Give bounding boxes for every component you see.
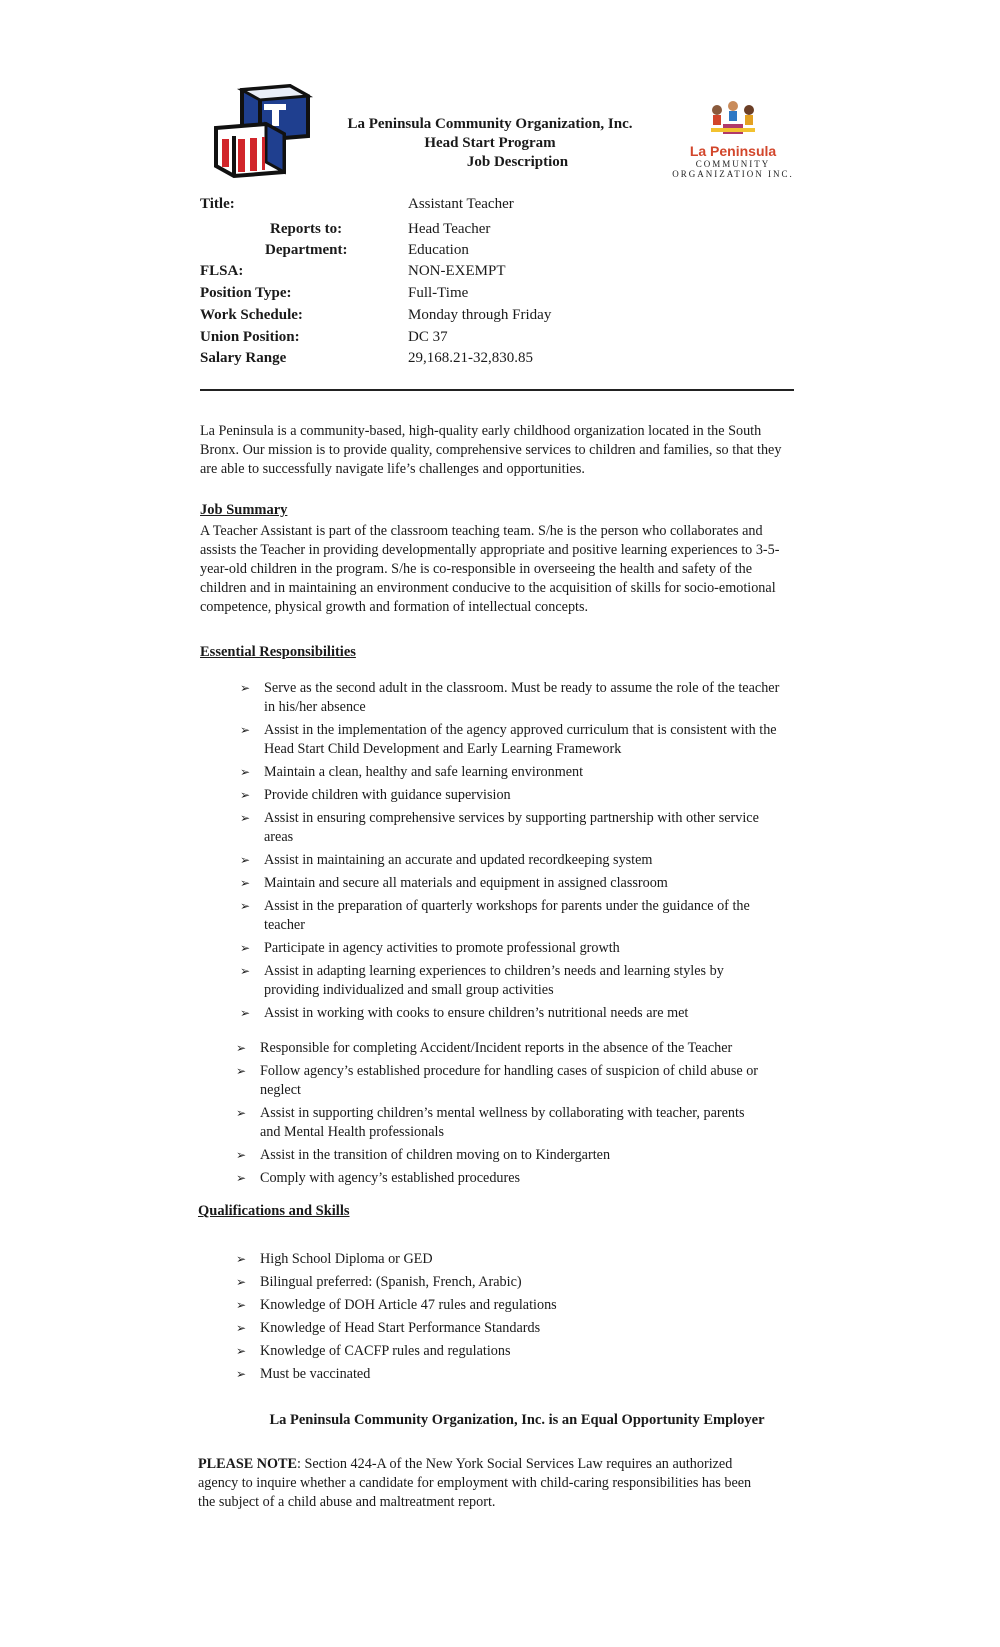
note-label: PLEASE NOTE: [198, 1456, 297, 1472]
responsibilities-list-a: [240, 679, 780, 1027]
list-item: ➢ Knowledge of Head Start Performance Standards: [236, 1320, 541, 1336]
job-summary-text: A Teacher Assistant is part of the classroom teaching team. S/he is the person who collaborates and assists the Teacher in providing developmentally appropriate and positive learning experiences to 3-5-year-old children in the program. S/he is co-responsible in overseeing the health and safety of the children and in maintaining an environment conducive to the acquisition of skills for socio-emotional competence, physical growth and formation of intellectual concepts.: [200, 523, 780, 615]
brand-line-2: ORGANIZATION INC.: [672, 169, 794, 179]
info-row-reports-to: [200, 221, 800, 241]
flsa-value: NON-EXEMPT: [408, 263, 506, 279]
arrow-bullet-icon: ➢: [240, 765, 251, 779]
title-value: Assistant Teacher: [408, 196, 514, 212]
equal-opportunity-statement: La Peninsula Community Organization, Inc. is an Equal Opportunity Employer: [269, 1412, 765, 1428]
arrow-bullet-icon: ➢: [240, 681, 251, 695]
job-summary-heading: Job Summary: [200, 502, 288, 518]
list-item: ➢ Assist in the transition of children moving on to Kindergarten: [236, 1147, 611, 1163]
list-item: ➢ Knowledge of DOH Article 47 rules and regulations: [236, 1297, 557, 1313]
please-note: [198, 1455, 758, 1512]
flsa-label: FLSA:: [200, 263, 244, 279]
document-header: [330, 115, 650, 172]
reports-to-value: Head Teacher: [408, 221, 491, 237]
qualifications-heading: Qualifications and Skills: [198, 1203, 350, 1219]
position-type-label: Position Type:: [200, 285, 292, 301]
list-item: ➢ Assist in working with cooks to ensure children’s nutritional needs are met: [240, 1005, 689, 1021]
arrow-bullet-icon: ➢: [236, 1298, 247, 1312]
title-label: Title:: [200, 196, 235, 212]
arrow-bullet-icon: ➢: [236, 1148, 247, 1162]
qualifications-list: [236, 1250, 760, 1388]
list-item: ➢ Must be vaccinated: [236, 1366, 371, 1382]
arrow-bullet-icon: ➢: [236, 1367, 247, 1381]
list-item: ➢ Assist in adapting learning experiences to children’s needs and learning styles by providing individualized and small group activities: [240, 963, 724, 998]
arrow-bullet-icon: ➢: [240, 723, 251, 737]
arrow-bullet-icon: ➢: [240, 876, 251, 890]
department-label: Department:: [265, 242, 348, 258]
arrow-bullet-icon: ➢: [240, 899, 251, 913]
info-row-department: [200, 242, 800, 262]
union-position-value: DC 37: [408, 329, 448, 345]
info-row-work-schedule: [200, 307, 800, 327]
list-item: ➢ Follow agency’s established procedure for handling cases of suspicion of child abuse or neglect: [236, 1063, 759, 1098]
list-item: ➢ Knowledge of CACFP rules and regulations: [236, 1343, 511, 1359]
list-item: ➢ Bilingual preferred: (Spanish, French, Arabic): [236, 1274, 522, 1290]
list-item: ➢ Assist in the implementation of the agency approved curriculum that is consistent with the Head Start Child Development and Early Learning Framework: [240, 722, 777, 757]
responsibilities-list-b: [236, 1039, 760, 1192]
arrow-bullet-icon: ➢: [236, 1064, 247, 1078]
info-row-salary-range: [200, 350, 800, 370]
list-item: ➢ Assist in the preparation of quarterly workshops for parents under the guidance of the teacher: [240, 898, 750, 933]
list-item: ➢ High School Diploma or GED: [236, 1251, 433, 1267]
arrow-bullet-icon: ➢: [236, 1171, 247, 1185]
arrow-bullet-icon: ➢: [236, 1344, 247, 1358]
list-item: ➢ Participate in agency activities to promote professional growth: [240, 940, 620, 956]
position-type-value: Full-Time: [408, 285, 469, 301]
info-row-position-type: [200, 285, 800, 305]
arrow-bullet-icon: ➢: [240, 853, 251, 867]
arrow-bullet-icon: ➢: [240, 788, 251, 802]
arrow-bullet-icon: ➢: [236, 1252, 247, 1266]
intro-paragraph: La Peninsula is a community-based, high-quality early childhood organization located in the South Bronx. Our mission is to provide quality, comprehensive services to children and families, so that they are able to successfully navigate life’s challenges and opportunities.: [200, 423, 782, 477]
list-item: ➢ Responsible for completing Accident/Incident reports in the absence of the Teacher: [236, 1040, 733, 1056]
list-item: ➢ Maintain a clean, healthy and safe learning environment: [240, 764, 584, 780]
list-item: ➢ Serve as the second adult in the classroom. Must be ready to assume the role of the teacher in his/her absence: [240, 680, 780, 715]
arrow-bullet-icon: ➢: [240, 811, 251, 825]
list-item: ➢ Assist in ensuring comprehensive services by supporting partnership with other service areas: [240, 810, 759, 845]
work-schedule-value: Monday through Friday: [408, 307, 552, 323]
brand-name: La Peninsula: [689, 143, 777, 159]
salary-range-value: 29,168.21-32,830.85: [408, 350, 533, 366]
list-item: ➢ Assist in supporting children’s mental wellness by collaborating with teacher, parents and Mental Health professionals: [236, 1105, 745, 1140]
list-item: ➢ Comply with agency’s established procedures: [236, 1170, 521, 1186]
list-item: ➢ Assist in maintaining an accurate and updated recordkeeping system: [240, 852, 653, 868]
list-item: ➢ Maintain and secure all materials and equipment in assigned classroom: [240, 875, 668, 891]
document-type: Job Description: [466, 154, 569, 170]
arrow-bullet-icon: ➢: [240, 964, 251, 978]
brand-line-1: COMMUNITY: [695, 159, 771, 169]
arrow-bullet-icon: ➢: [236, 1275, 247, 1289]
department-value: Education: [408, 242, 469, 258]
work-schedule-label: Work Schedule:: [200, 307, 303, 323]
arrow-bullet-icon: ➢: [236, 1106, 247, 1120]
arrow-bullet-icon: ➢: [240, 1006, 251, 1020]
responsibilities-heading: Essential Responsibilities: [200, 644, 356, 660]
reports-to-label: Reports to:: [270, 221, 343, 237]
list-item: ➢ Provide children with guidance supervision: [240, 787, 511, 803]
arrow-bullet-icon: ➢: [236, 1041, 247, 1055]
program-name: Head Start Program: [424, 135, 556, 151]
arrow-bullet-icon: ➢: [240, 941, 251, 955]
info-row-union-position: [200, 329, 800, 349]
info-row-flsa: [200, 263, 800, 283]
children-figures-icon: [703, 100, 763, 136]
la-peninsula-logo: [668, 100, 798, 184]
arrow-bullet-icon: ➢: [236, 1321, 247, 1335]
org-name: La Peninsula Community Organization, Inc.: [347, 116, 633, 132]
salary-range-label: Salary Range: [200, 350, 287, 366]
section-divider: [200, 389, 794, 391]
info-row-title: [200, 196, 800, 216]
union-position-label: Union Position:: [200, 329, 300, 345]
note-text: : Section 424-A of the New York Social Services Law requires an authorized agency to inquire whether a candidate for employment with child-caring responsibilities has been the subject of a child abuse and maltreatment report.: [198, 1456, 752, 1510]
head-start-blocks-logo: [212, 84, 317, 179]
